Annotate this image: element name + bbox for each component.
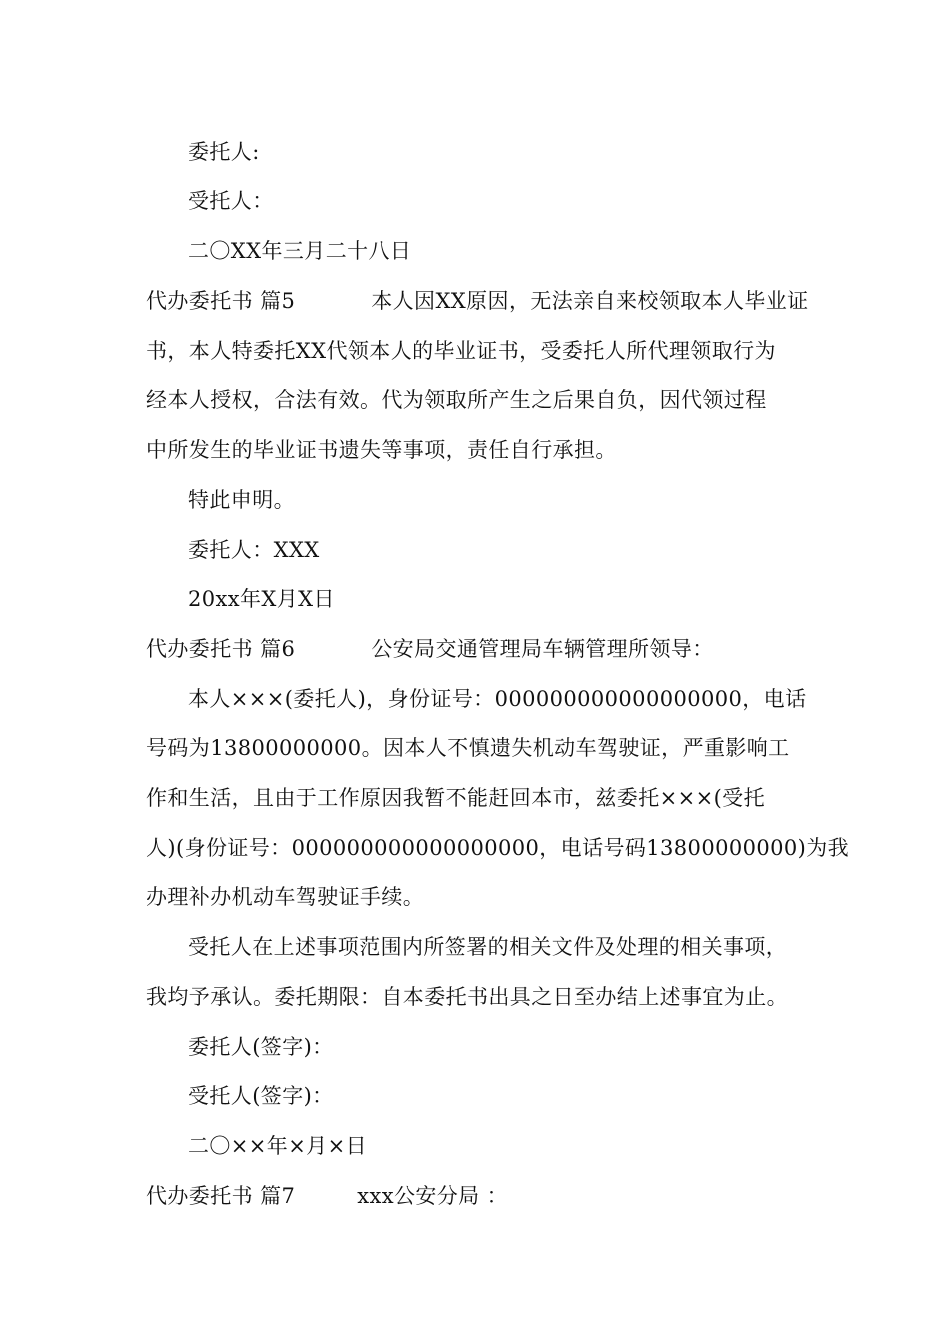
section5-body-line: 本人因XX原因，无法亲自来校领取本人毕业证 xyxy=(371,289,809,313)
section6-para1-line: 本人×××(委托人)，身份证号：000000000000000000，电话 xyxy=(188,687,807,711)
entrustor-line: 委托人：XXX xyxy=(188,538,320,562)
section5-body-line: 书，本人特委托XX代领本人的毕业证书，受委托人所代理领取行为 xyxy=(146,339,776,363)
section6-para1-line: 作和生活，且由于工作原因我暂不能赶回本市，兹委托×××(受托 xyxy=(146,786,765,810)
section7-first-line xyxy=(146,1181,836,1211)
section6-heading: 代办委托书 篇6 xyxy=(146,637,296,661)
section7-heading: 代办委托书 篇7 xyxy=(146,1184,296,1208)
date-line: 二〇XX年三月二十八日 xyxy=(188,239,412,263)
entrustor-sign-line: 委托人(签字)： xyxy=(188,1035,334,1059)
trustee-sign-line: 受托人(签字)： xyxy=(188,1084,334,1108)
section6-addressee: 公安局交通管理局车辆管理所领导： xyxy=(371,637,714,661)
date-line: 二〇××年×月×日 xyxy=(188,1134,367,1158)
section5-body-line: 经本人授权，合法有效。代为领取所产生之后果自负，因代领过程 xyxy=(146,388,767,412)
date-line: 20xx年X月X日 xyxy=(188,587,335,611)
section6-para1-line: 号码为13800000000。因本人不慎遗失机动车驾驶证，严重影响工 xyxy=(146,736,790,760)
declaration-line: 特此申明。 xyxy=(188,488,295,512)
trustee-line: 受托人： xyxy=(188,189,274,213)
section7-addressee: xxx公安分局 ： xyxy=(357,1184,509,1208)
section6-first-line xyxy=(146,634,836,664)
section6-para2-line: 我均予承认。委托期限：自本委托书出具之日至办结上述事宜为止。 xyxy=(146,985,788,1009)
entrustor-line: 委托人: xyxy=(188,140,260,164)
section5-first-line xyxy=(146,286,836,316)
section6-para1-line: 人)(身份证号：000000000000000000，电话号码13800000000)为我 xyxy=(146,836,850,860)
section5-body-line: 中所发生的毕业证书遗失等事项，责任自行承担。 xyxy=(146,438,617,462)
section5-heading: 代办委托书 篇5 xyxy=(146,289,296,313)
section6-para2-line: 受托人在上述事项范围内所签署的相关文件及处理的相关事项， xyxy=(188,935,788,959)
section6-para1-line: 办理补办机动车驾驶证手续。 xyxy=(146,885,425,909)
